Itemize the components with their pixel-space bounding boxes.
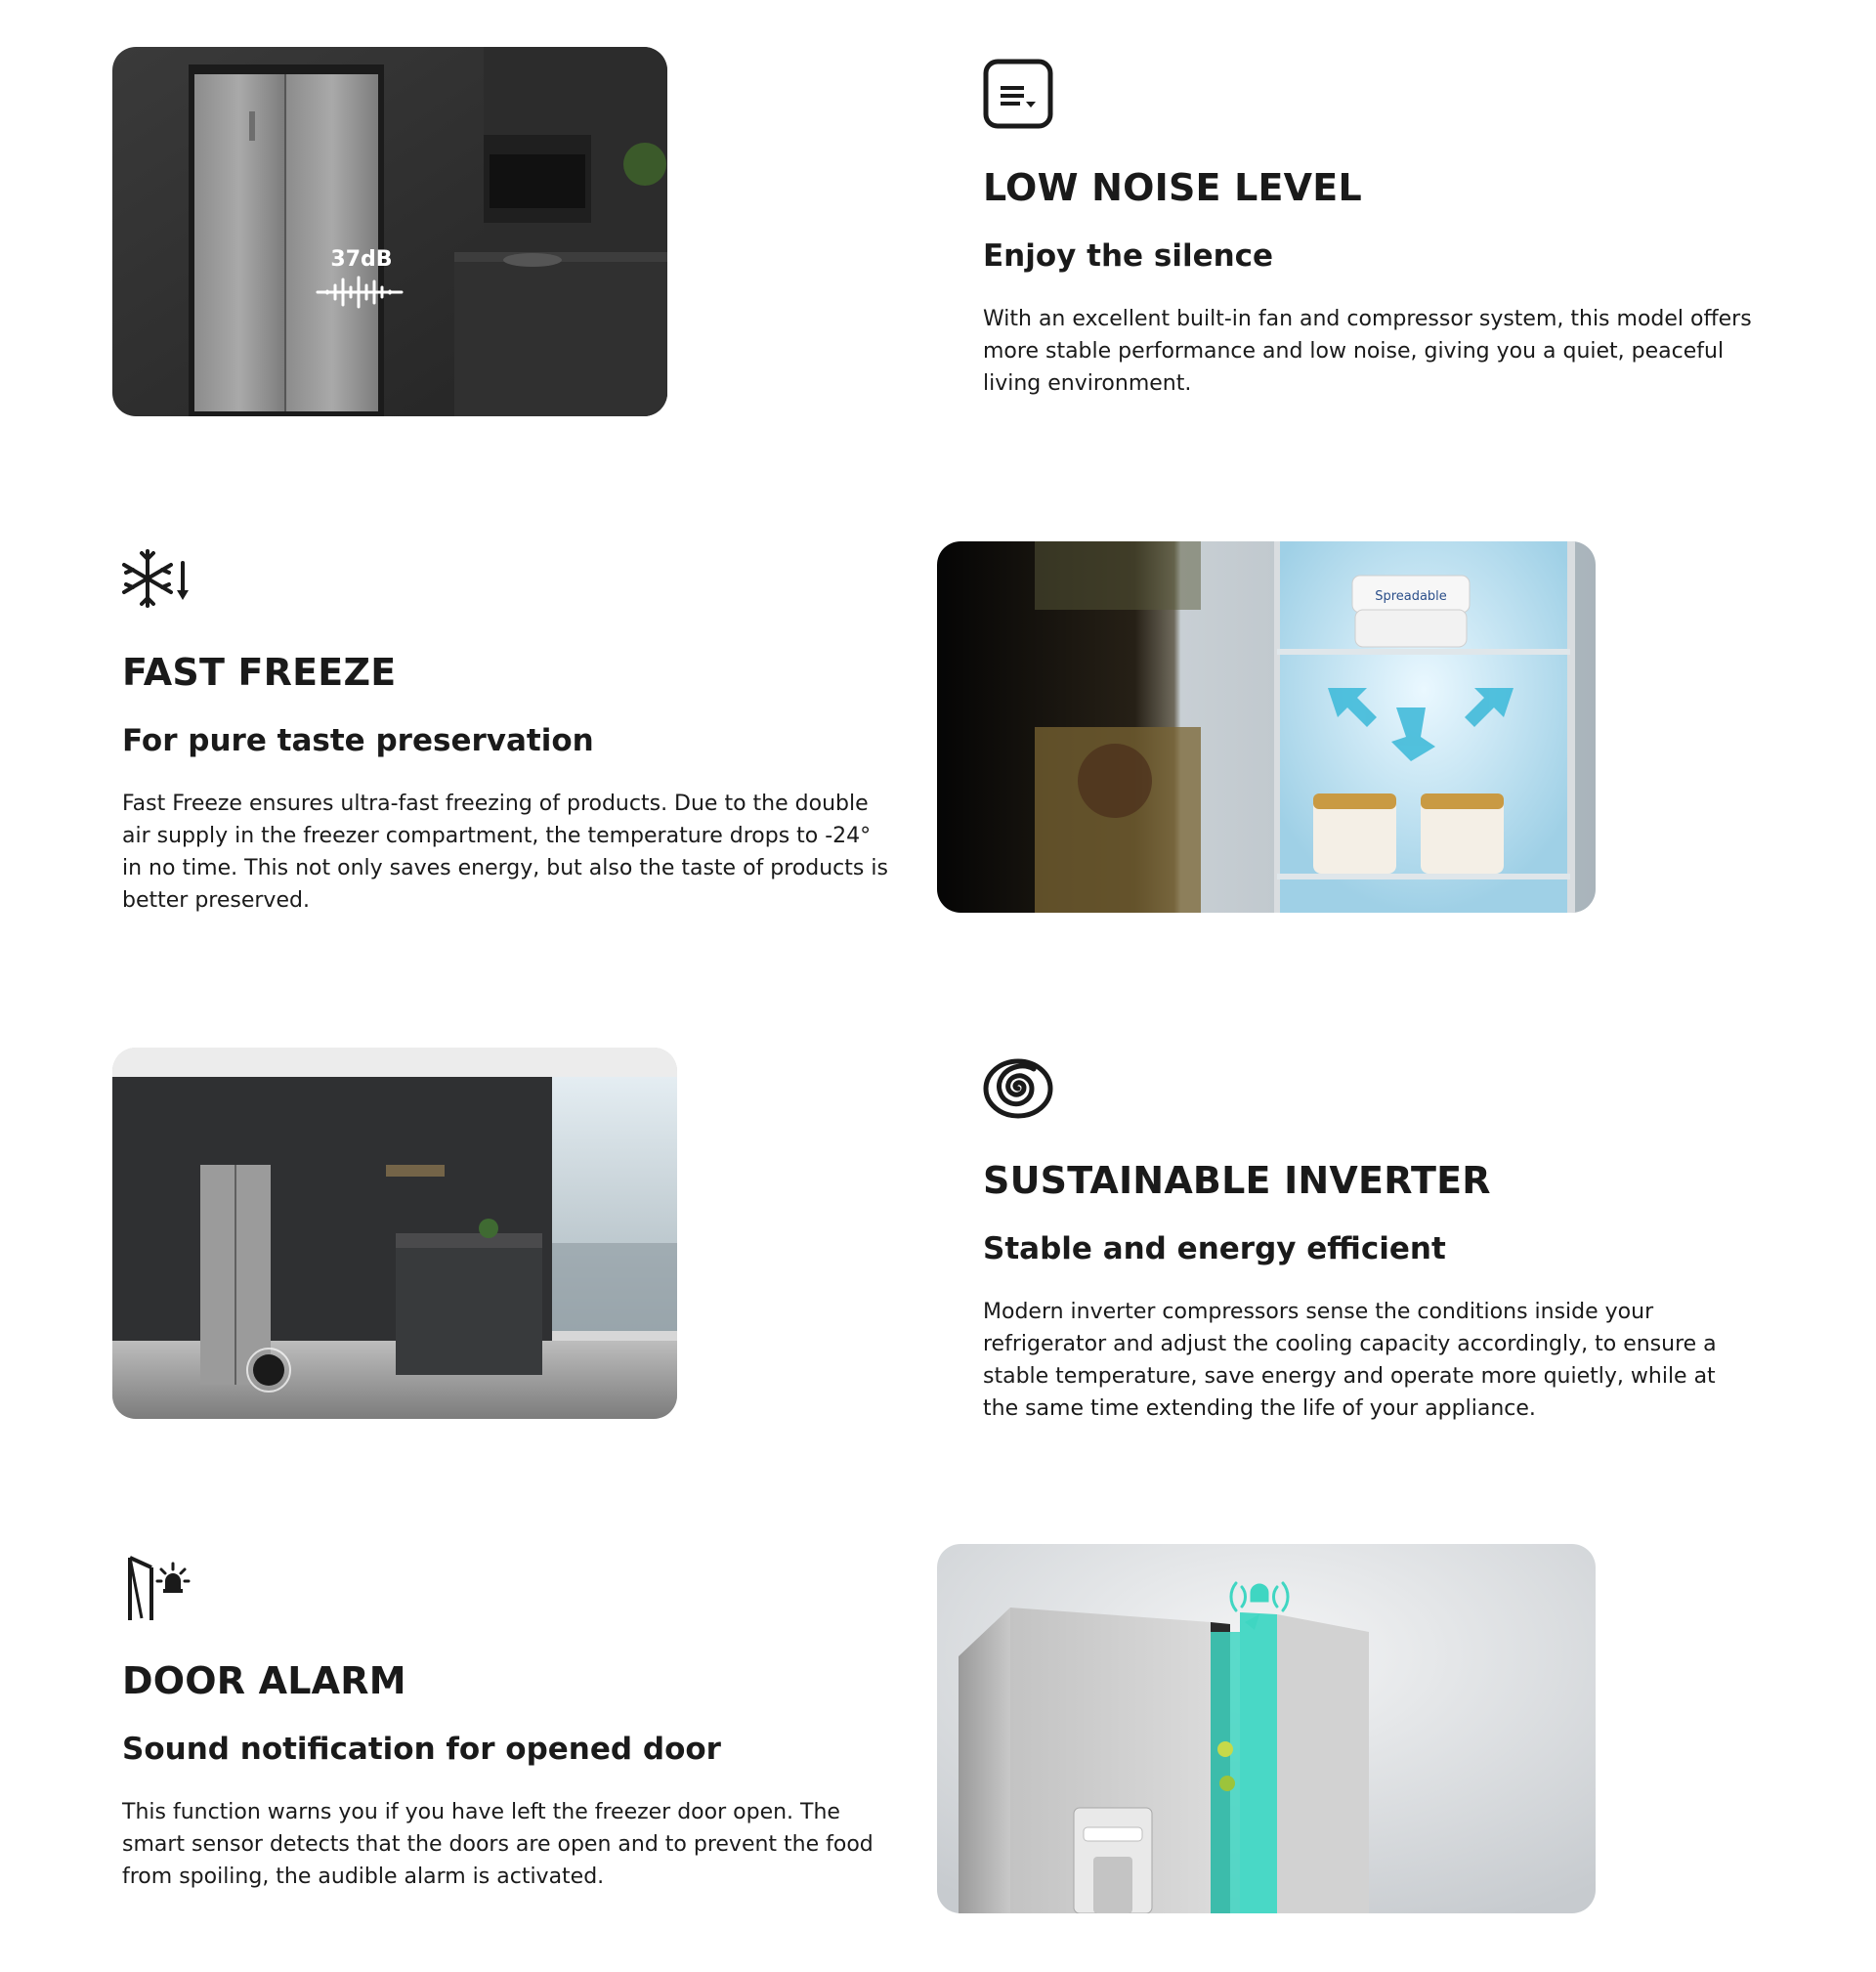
feature-subtitle: Sound notification for opened door	[122, 1732, 721, 1767]
sustainable-inverter-image	[112, 1048, 677, 1419]
feature-title: DOOR ALARM	[122, 1659, 406, 1702]
feature-title: LOW NOISE LEVEL	[983, 166, 1362, 209]
door-alarm-icon	[122, 1552, 192, 1622]
feature-subtitle: For pure taste preservation	[122, 723, 594, 758]
low-noise-icon	[983, 59, 1053, 129]
feature-sustainable-inverter	[0, 1016, 1876, 1485]
feature-description: Fast Freeze ensures ultra-fast freezing of products. Due to the double air supply in the freezer compartment, the temperature drops to -24° in no time. This not only saves energy, but also the taste of products is better preserved.	[122, 792, 888, 913]
feature-title: SUSTAINABLE INVERTER	[983, 1159, 1491, 1202]
feature-low-noise	[0, 0, 1876, 469]
snowflake-down-icon	[122, 543, 192, 614]
door-alarm-text	[122, 1552, 894, 1893]
feature-subtitle: Enjoy the silence	[983, 238, 1274, 274]
low-noise-image	[112, 47, 667, 416]
decibel-label: 37dB	[330, 247, 393, 272]
feature-door-alarm	[0, 1524, 1876, 1972]
sustainable-inverter-text	[983, 1051, 1755, 1425]
feature-description: With an excellent built-in fan and compressor system, this model offers more stable performance and low noise, giving you a quiet, peaceful living environment.	[983, 307, 1752, 396]
product-label: Spreadable	[1375, 589, 1447, 604]
low-noise-text	[983, 59, 1755, 400]
fast-freeze-image	[937, 541, 1596, 913]
fast-freeze-text	[122, 543, 894, 917]
feature-description: Modern inverter compressors sense the conditions inside your refrigerator and adjust the cooling capacity accordingly, to ensure a stable temperature, save energy and operate more quietly, while at the same time extending the life of your appliance.	[983, 1300, 1717, 1421]
door-alarm-image	[937, 1544, 1596, 1913]
feature-fast-freeze	[0, 508, 1876, 977]
spiral-icon	[983, 1051, 1053, 1122]
feature-title: FAST FREEZE	[122, 651, 397, 694]
feature-description: This function warns you if you have left the freezer door open. The smart sensor detects that the doors are open and to prevent the food from spoiling, the audible alarm is activated.	[122, 1800, 874, 1889]
feature-subtitle: Stable and energy efficient	[983, 1231, 1446, 1266]
